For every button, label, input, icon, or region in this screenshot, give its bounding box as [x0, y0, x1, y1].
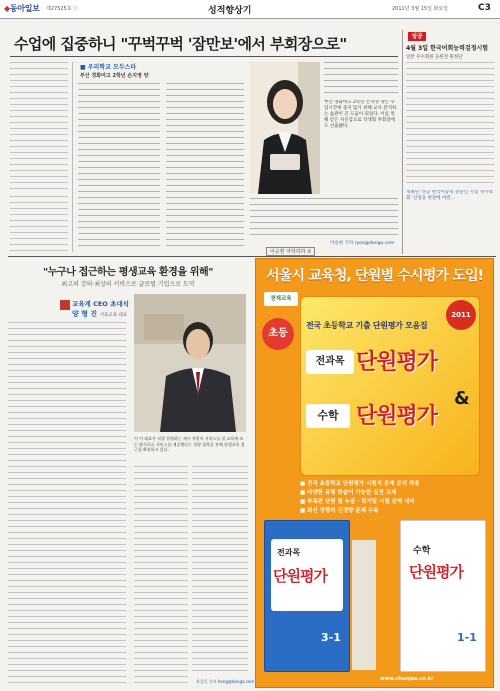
interview-subtitle: 최고의 강의·최상의 서비스로 글로벌 기업으로 도약 [61, 281, 195, 288]
interview-text-col2 [134, 466, 188, 684]
ceo-portrait-icon [134, 294, 246, 432]
article-text-col1 [10, 62, 68, 190]
ad-tagline: 전국 초등학교 기출 단원평가 모음집 [306, 321, 428, 330]
photo-caption: 부산 경화여고 2학년 손지영 양은 수업시간에 졸지 않기 위해 교사 분석하는 습관이 큰 도움이 되었다. 이를 통해 얻은 자신감으로 학생회 부회장에 도 선출됐다. [324, 100, 397, 129]
ampersand: & [454, 388, 470, 409]
ceo-photo-caption: 이 이 대표가 직접 설명하는 제가 직원의 서비스를 잘 교육에 쓰는 방식으로 서비스를 제공했다는 경영 철학을 통해 평생교육 접근을 확장하고 있다. [134, 436, 245, 452]
sidebar-title: 4월 3일 한국어회능력검정시험 [406, 45, 489, 52]
publication-date: 2011년 3월 15일 화요일 [392, 6, 449, 12]
headline-rule [10, 56, 398, 57]
school-label: ■ 우리학교 모두스타 [80, 64, 137, 71]
ad-website[interactable]: www.chunjae.co.kr [380, 676, 434, 682]
book-spines [352, 540, 376, 670]
sidebar-divider [402, 30, 403, 254]
section-title: 성적향상기 [208, 6, 252, 16]
ad-bullet: ■ 다양한 유형 학습이 가능한 실전 교재 [300, 490, 397, 496]
issue-number: 제27525호 ⓒ [46, 6, 79, 12]
book-subject: 수학 [413, 546, 431, 556]
book-title: 단원평가 [409, 563, 463, 581]
sidebar-credit: 이승현 아하하하 ① [266, 247, 315, 256]
ad-bullet: ■ 부록판 단원 및 누굴 · 학기말 시험 완벽 대비 [300, 499, 415, 505]
sidebar-note: 개최된 '성공 한국어능력 전문인 시험 경시대회' 신청을 현장에 마련... [406, 190, 493, 201]
subject-label-math: 수학 [306, 404, 350, 428]
section-rule [8, 256, 496, 257]
column-divider [72, 62, 73, 252]
article-headline: 수업에 집중하니 "꾸벅꾸벅 '잠만보'에서 부회장으로" [14, 35, 347, 53]
article-caption-col1 [10, 196, 68, 252]
sidebar-badge: 성공 [408, 32, 426, 41]
ceo-name: 양 형 진 서울교육 대표 [72, 310, 128, 318]
student-byline: 부산 경화여고 2학년 손지영 양 [80, 73, 149, 79]
ceo-photo [134, 294, 246, 432]
interview-text-col1 [8, 322, 126, 684]
book-cover-left [264, 520, 350, 672]
masthead [0, 0, 500, 19]
interview-credit: 홍길동 기자 hong@donga.com [196, 679, 255, 684]
subject-label-all: 전과목 [306, 350, 354, 374]
article-text-col2 [78, 83, 160, 251]
article-text-col4 [250, 198, 398, 238]
year-badge: 2011 [446, 300, 476, 330]
sidebar-subtitle: 일반 우수회원 응원전 원정단 [406, 55, 463, 60]
ad-title: 서울시 교육청, 단원별 수시평가 도입! [266, 268, 484, 284]
student-photo [250, 62, 320, 194]
product-name-1: 단원평가 [356, 350, 438, 375]
ad-bullet: ■ 최신 경향의 신경향 문제 수록 [300, 508, 379, 514]
article-text-col4-top [324, 62, 398, 96]
ad-bullet-list [300, 480, 480, 516]
ceo-label-marker [60, 300, 70, 310]
newspaper-logo: ◆동아일보 [4, 4, 40, 13]
book-grade: 3-1 [321, 631, 341, 644]
interview-text-col3 [192, 466, 248, 676]
book-grade: 1-1 [457, 631, 477, 644]
sidebar-text [406, 62, 494, 186]
reporter-credit: 이승현 기자 ryoo@donga.com [330, 241, 395, 246]
book-title: 단원평가 [273, 567, 327, 585]
level-badge: 초등 [262, 318, 294, 350]
page-number: C3 [478, 3, 491, 13]
book-subject: 전과목 [277, 548, 301, 557]
ceo-series-label: 교육계 CEO 초대석 [72, 300, 129, 308]
article-text-col3 [166, 83, 244, 251]
interview-title: "누구나 접근하는 평생교육 환경을 위해" [42, 267, 214, 278]
product-name-2: 단원평가 [356, 404, 438, 429]
student-portrait-icon [250, 62, 320, 194]
ad-bullet: ■ 전국 초등학교 단원평가 시험지 문제 분석 적용 [300, 481, 420, 487]
publisher-logo: 천재교육 [264, 292, 298, 306]
book-cover-right [400, 520, 486, 672]
